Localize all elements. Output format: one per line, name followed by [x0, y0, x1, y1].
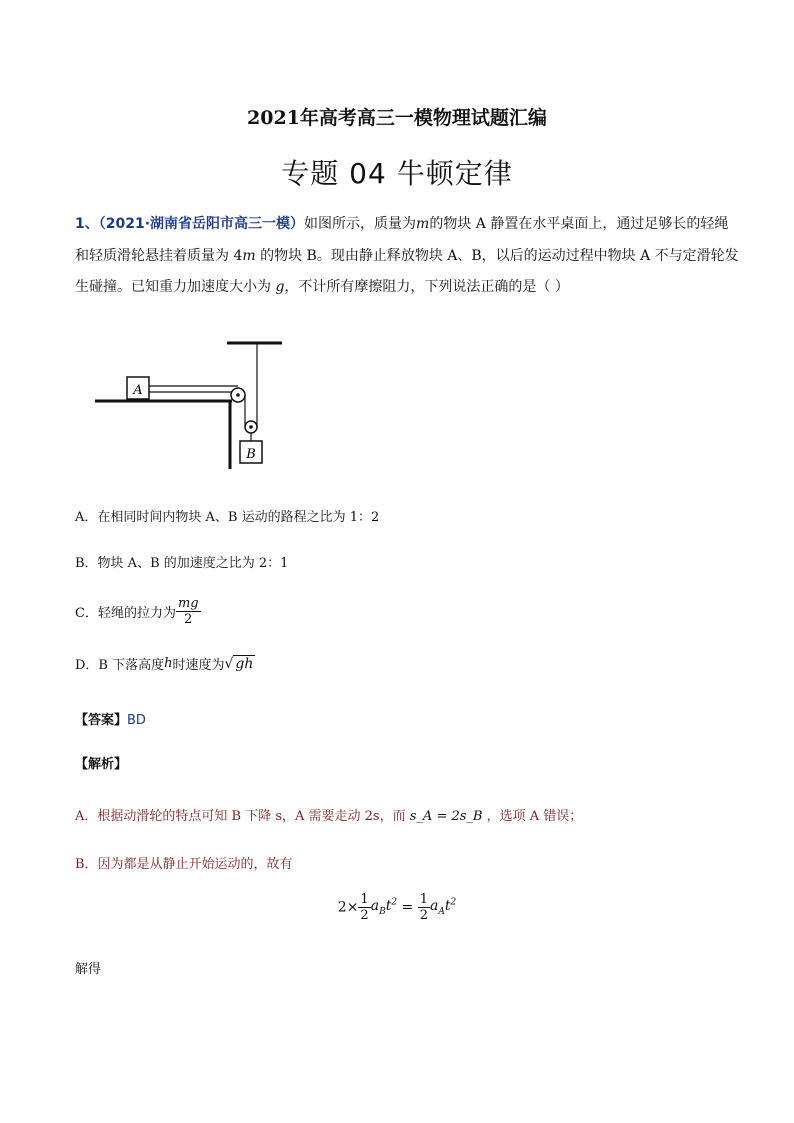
question-source: （2021·湖南省岳阳市高三一模） — [98, 216, 305, 232]
analysis-line-a: A．根据动滑轮的特点可知 B 下降 s，A 需要走动 2s，而 s_A = 2s_B ，选项 A 错误； — [75, 809, 583, 824]
result-label: 解得 — [75, 962, 102, 977]
question-number: 1、 — [75, 216, 99, 232]
question-line-2: 和轻质滑轮悬挂着质量为 4m 的物块 B。现由静止释放物块 A、B，以后的运动过程中物块 A 不与定滑轮发 — [75, 248, 739, 264]
question-line-1: 1、（2021·湖南省岳阳市高三一模）如图所示，质量为m的物块 A 静置在水平桌面上，通过足够长的轻绳 — [75, 216, 729, 232]
relation-formula: s_A = 2s_B — [409, 809, 483, 824]
answer-line — [75, 709, 146, 728]
analysis-label: 【解析】 — [75, 757, 128, 772]
option-a: A．在相同时间内物块 A、B 运动的路程之比为 1：2 — [75, 510, 380, 525]
answer-label: 【答案】 — [75, 713, 128, 728]
sqrt-expression: √ gh — [224, 655, 254, 672]
option-b: B．物块 A、B 的加速度之比为 2：1 — [75, 556, 289, 571]
analysis-line-b: B．因为都是从静止开始运动的，故有 — [75, 857, 293, 872]
display-formula: 2× $\frac{1}{2}$ $a_Bt^2$ = $\frac{1}{2}$ $a_At^2$ — [337, 892, 457, 923]
pulley-diagram — [90, 335, 290, 475]
document-title: 2021年高考高三一模物理试题汇编 — [247, 107, 547, 129]
block-a-label: A — [133, 383, 143, 398]
option-d: D．B 下落高度h时速度为√ gh — [75, 655, 254, 673]
answer-value: BD — [127, 713, 146, 728]
block-b-label: B — [246, 447, 256, 462]
option-c: C．轻绳的拉力为 $\frac{mg}{2}$ — [75, 596, 199, 627]
topic-title: 专题 04 牛顿定律 — [281, 157, 513, 190]
question-line-3: 生碰撞。已知重力加速度大小为 g，不计所有摩擦阻力，下列说法正确的是（ ） — [75, 279, 569, 295]
tension-fraction: $\frac{mg}{2}$ — [177, 596, 199, 627]
